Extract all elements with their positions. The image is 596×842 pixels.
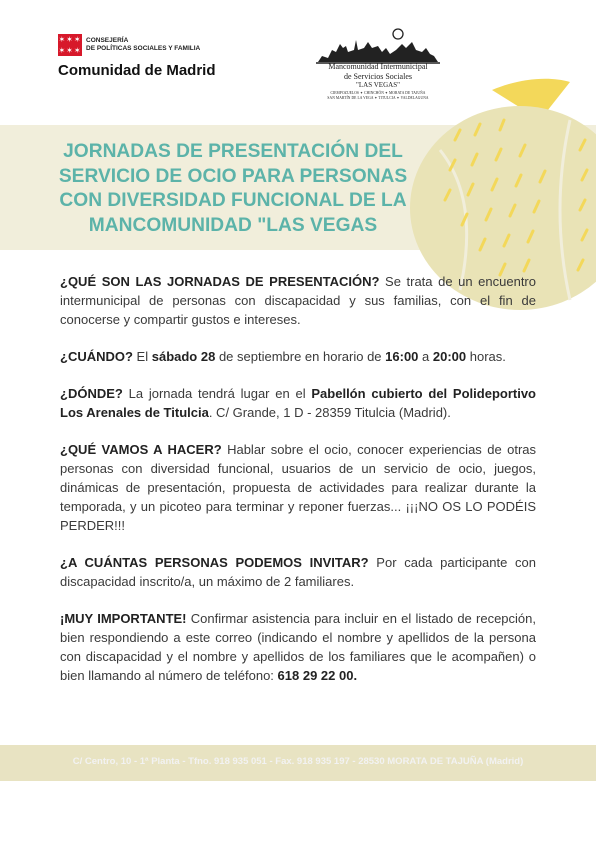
question-cuando: ¿CUÁNDO? bbox=[60, 349, 133, 364]
footer-address: C/ Centro, 10 - 1ª Planta - Tfno. 918 935 051 - Fax. 918 935 197 - 28530 MORATA DE TAJUÑA (Madrid) bbox=[72, 756, 524, 767]
mv-logo-line5: SAN MARTÍN DE LA VEGA ✦ TITULCIA ✦ VALDELAGUNA bbox=[327, 96, 429, 100]
footer bbox=[0, 745, 596, 781]
cuando-end-time: 20:00 bbox=[432, 349, 467, 364]
section-donde bbox=[60, 384, 536, 422]
page-title: JORNADAS DE PRESENTACIÓN DEL SERVICIO DE OCIO PARA PERSONAS CON DIVERSIDAD FUNCIONAL DE LA MANCOMUNIDAD "LAS VEGAS bbox=[58, 141, 408, 236]
section-importante bbox=[60, 609, 536, 685]
question-importante: ¡MUY IMPORTANTE! bbox=[60, 611, 187, 626]
section-cuantas bbox=[60, 553, 536, 591]
cuando-text-2: de septiembre en horario de bbox=[215, 349, 386, 364]
question-donde: ¿DÓNDE? bbox=[60, 386, 123, 401]
donde-venue: Pabellón cubierto del Polideportivo Los Arenales de Titulcia bbox=[60, 386, 536, 420]
question-que-hacer: ¿QUÉ VAMOS A HACER? bbox=[60, 442, 222, 457]
cam-logo-line2: DE POLÍTICAS SOCIALES Y FAMILIA bbox=[86, 45, 201, 52]
mv-logo-line3: "LAS VEGAS" bbox=[356, 81, 400, 89]
contact-phone: 618 29 22 00. bbox=[277, 668, 358, 683]
section-que-hacer bbox=[60, 440, 536, 535]
cam-logo-name: Comunidad de Madrid bbox=[58, 62, 216, 79]
cuando-text-1: El bbox=[132, 349, 152, 364]
question-cuantas: ¿A CUÁNTAS PERSONAS PODEMOS INVITAR? bbox=[60, 555, 369, 570]
cam-logo-line1: CONSEJERÍA bbox=[86, 37, 129, 44]
madrid-flag-icon: ✶✶✶ ✶✶✶ bbox=[58, 35, 82, 55]
section-que-son bbox=[60, 272, 536, 329]
answer-cuantas: Por cada participante con discapacidad inscrito/a, un máximo de 2 familiares. bbox=[60, 555, 536, 589]
answer-que-son: Se trata de un encuentro intermunicipal de personas con discapacidad y sus familias, con el fin de conocerse y compartir gustos e intereses. bbox=[60, 274, 536, 327]
mv-logo-line1: Mancomunidad Intermunicipal bbox=[328, 62, 428, 71]
mv-logo-line2: de Servicios Sociales bbox=[344, 72, 412, 81]
answer-importante: Confirmar asistencia para incluir en el listado de recepción, bien respondiendo a este correo (indicando el nombre y apellidos de la persona con discapacidad y el nombre y apellidos de los familiares que le acompañen) o bien llamando al número de teléfono: bbox=[60, 611, 536, 683]
answer-que-hacer: Hablar sobre el ocio, conocer experiencias de otras personas con diversidad funcional, usuarios de un servicio de ocio, juegos, dinámicas de presentación, propuesta de actividades para realizar durante la temporada, y un picoteo para terminar y reponer fuerzas... ¡¡¡NO OS LO PODÉIS PERDER!!! bbox=[60, 442, 536, 533]
cuando-text-4: horas. bbox=[466, 349, 506, 364]
cuando-start-time: 16:00 bbox=[385, 349, 419, 364]
comunidad-de-madrid-logo bbox=[58, 34, 258, 84]
main-content bbox=[60, 272, 536, 703]
section-cuando bbox=[60, 347, 536, 366]
mv-logo-line4: CIEMPOZUELOS ✦ CHINCHÓN ✦ MORATA DE TAJUÑA bbox=[330, 91, 426, 95]
donde-address: . C/ Grande, 1 D - 28359 Titulcia (Madrid). bbox=[208, 405, 451, 420]
town-skyline-icon bbox=[316, 26, 440, 64]
cuando-date: sábado 28 bbox=[151, 349, 216, 364]
cuando-text-3: a bbox=[418, 349, 433, 364]
donde-text-1: La jornada tendrá lugar en el bbox=[122, 386, 312, 401]
question-que-son: ¿QUÉ SON LAS JORNADAS DE PRESENTACIÓN? bbox=[60, 274, 380, 289]
